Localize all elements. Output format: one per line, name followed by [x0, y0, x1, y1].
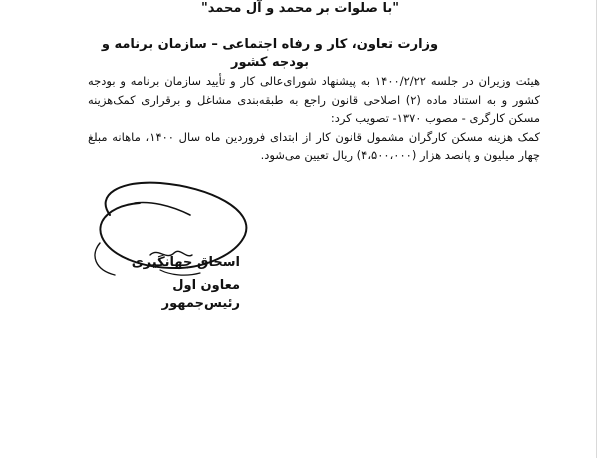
- signer-name: اسحاق جهانگیری: [131, 255, 240, 270]
- decree-body: [88, 72, 540, 165]
- header-quote: "با صلوات بر محمد و آل محمد": [200, 1, 400, 16]
- decree-paragraph-2: کمک هزینه مسکن کارگران مشمول قانون کار از ابتدای فروردین ماه سال ۱۴۰۰، ماهانه مبلغ چهار میلیون و پانصد هزار (۴،۵۰۰،۰۰۰) ریال تعیین می‌شود.: [88, 129, 540, 162]
- ministry-title: وزارت تعاون، کار و رفاه اجتماعی – سازمان برنامه و بودجه کشور: [101, 37, 439, 70]
- signer-title: معاون اول رئیس‌جمهور: [161, 278, 240, 311]
- page-edge-line: [596, 0, 597, 458]
- decree-paragraph-1: هیئت وزیران در جلسه ۱۴۰۰/۲/۲۲ به پیشنهاد شورای‌عالی کار و تأیید سازمان برنامه و بودجه کشور و به استناد ماده (۲) اصلاحی قانون راجع به طبقه‌بندی مشاغل و برقراری کمک‌هزینه مسکن کارگری - مصوب ۱۳۷۰- تصویب کرد:: [88, 74, 541, 125]
